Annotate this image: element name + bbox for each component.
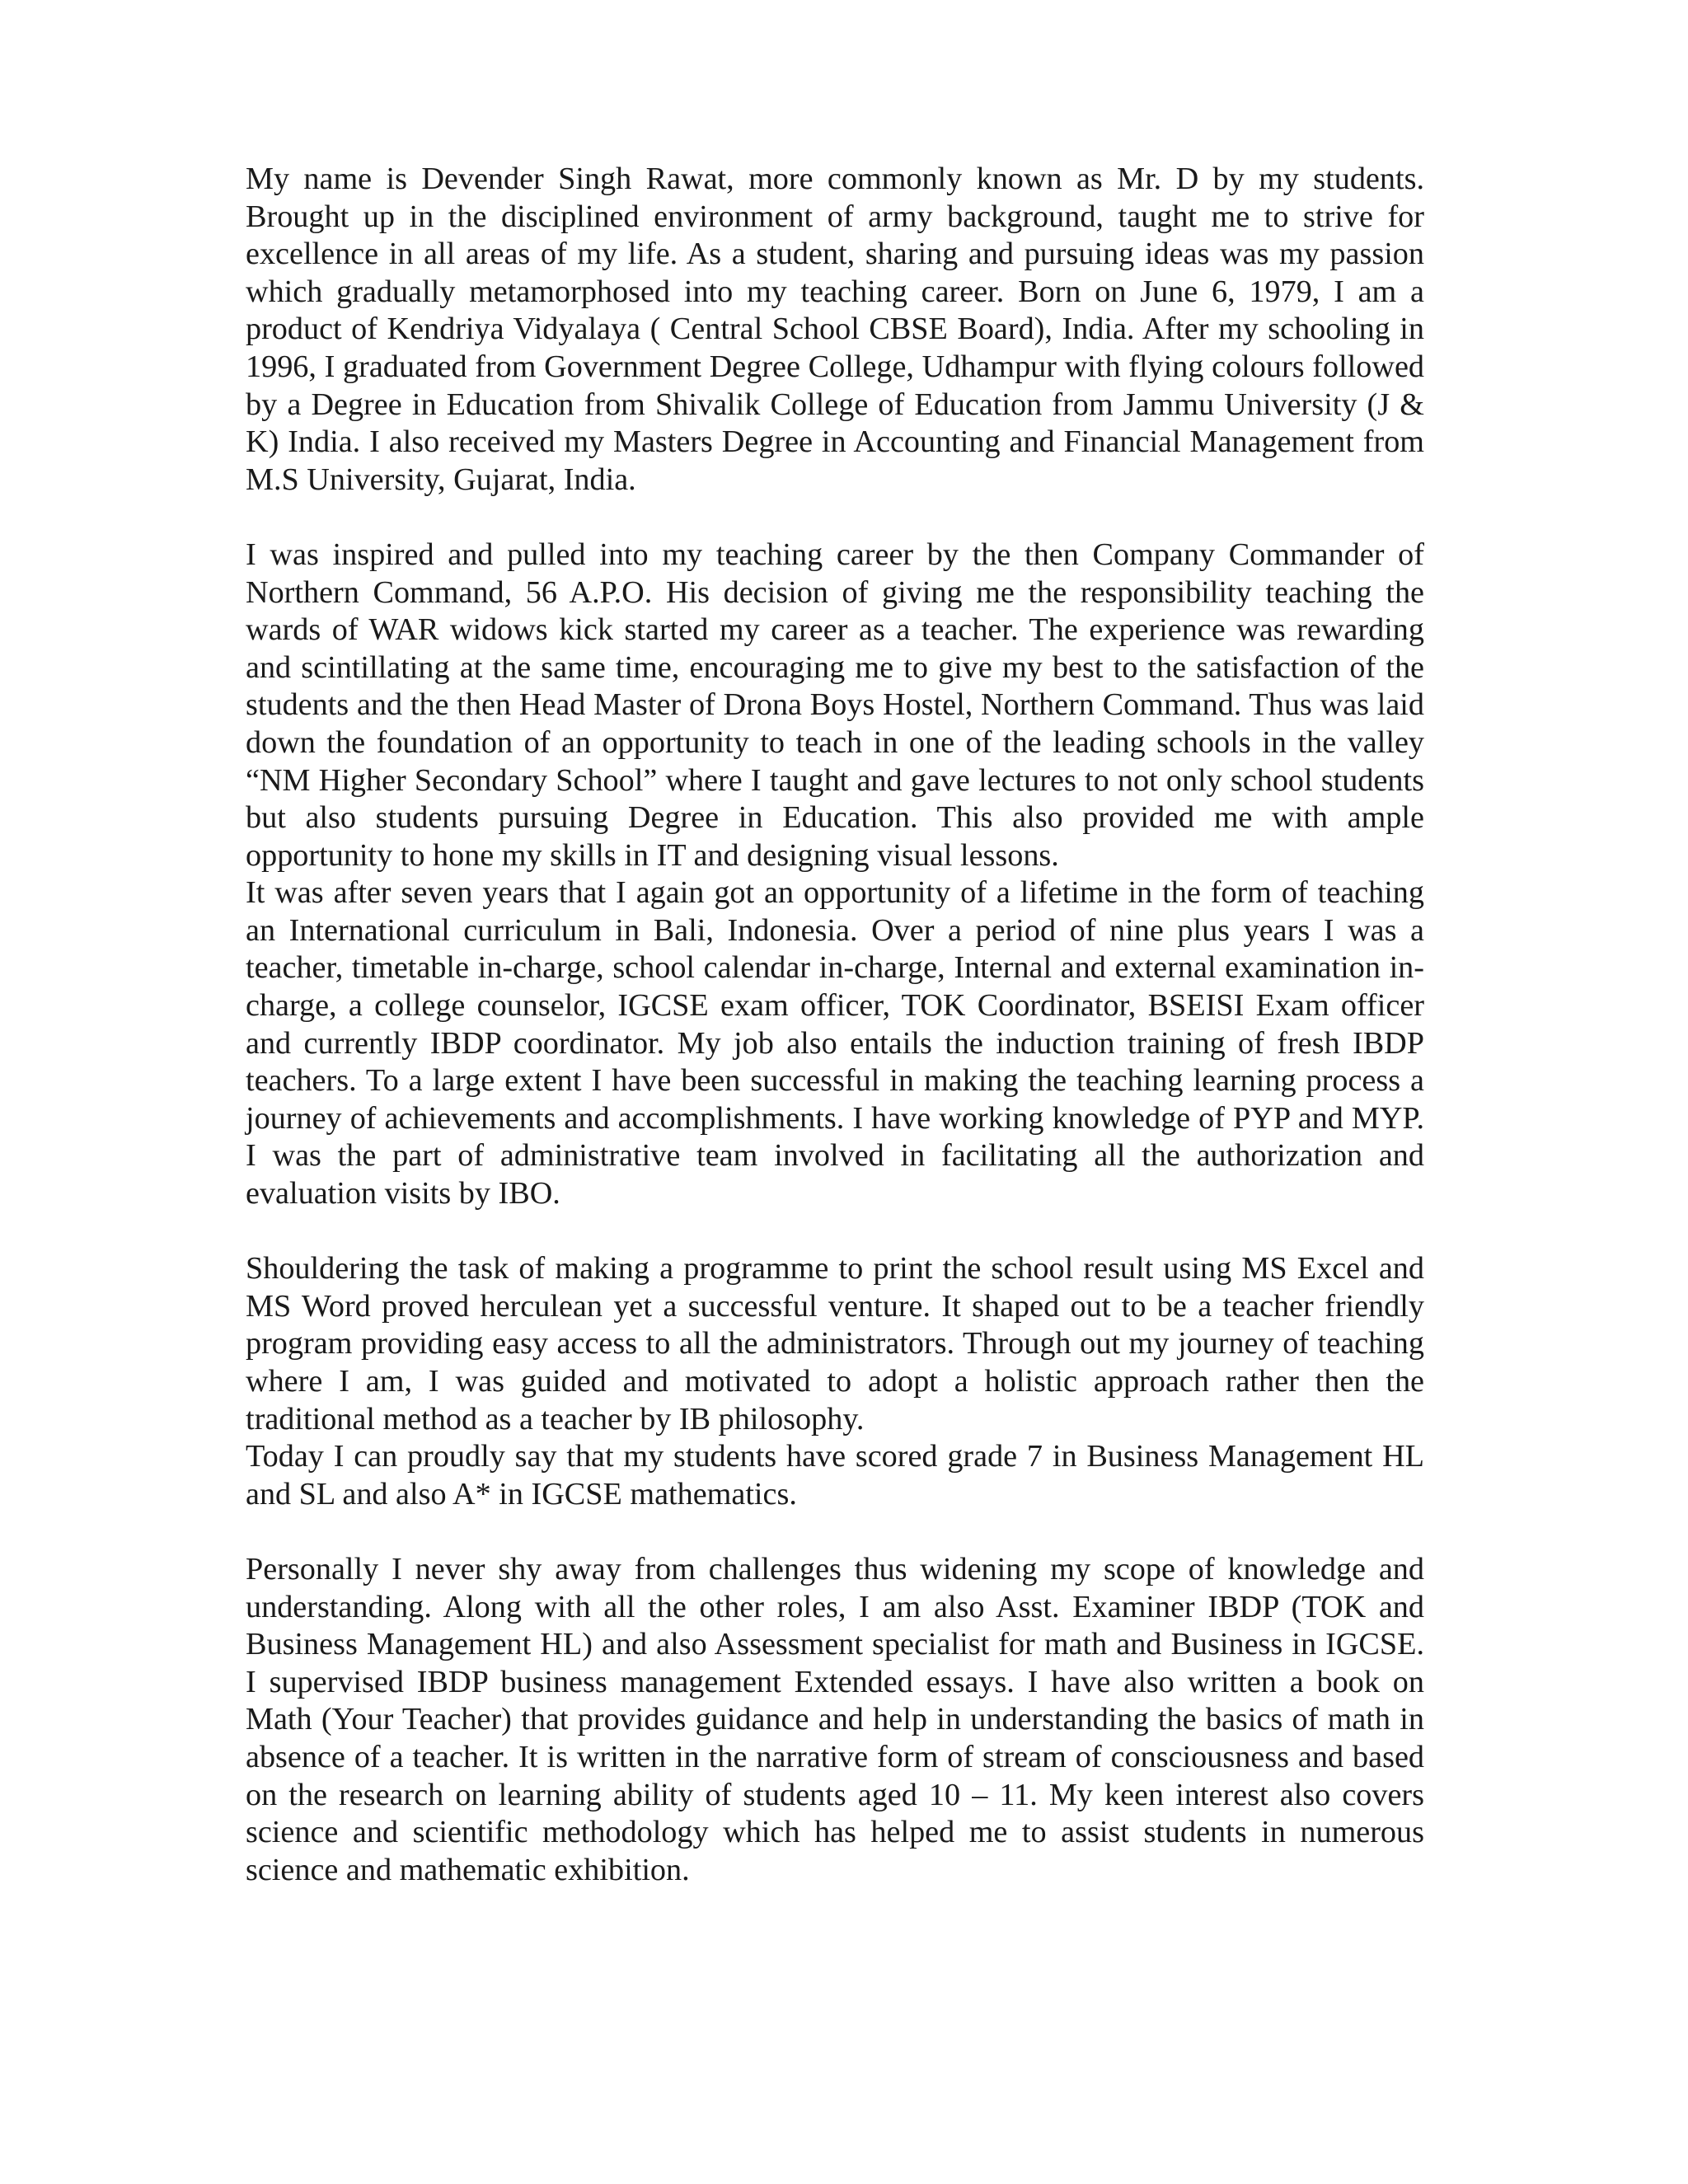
paragraph-student-achievements: Today I can proudly say that my students have scored grade 7 in Business Management HL and SL and also A* in IGCSE mathematics.	[246, 1439, 1424, 1511]
paragraph-introduction: My name is Devender Singh Rawat, more commonly known as Mr. D by my students. Brought up in the disciplined environment of army background, taught me to strive for excellence in all areas of my life. As a student, sharing and pursuing ideas was my passion which gradually metamorphosed into my teaching career. Born on June 6, 1979, I am a product of Kendriya Vidyalaya ( Central School CBSE Board), India. After my schooling in 1996, I graduated from Government Degree College, Udhampur with flying colours followed by a Degree in Education from Shivalik College of Education from Jammu University (J & K) India. I also received my Masters Degree in Accounting and Financial Management from M.S University, Gujarat, India.	[246, 162, 1424, 497]
paragraph-personal-roles: Personally I never shy away from challenges thus widening my scope of knowledge and understanding. Along with all the other roles, I am also Asst. Examiner IBDP (TOK and Business Management HL) and also Assessment specialist for math and Business in IGCSE. I supervised IBDP business management Extended essays. I have also written a book on Math (Your Teacher) that provides guidance and help in understanding the basics of math in absence of a teacher. It is written in the narrative form of stream of consciousness and based on the research on learning ability of students aged 10 – 11. My keen interest also covers science and scientific methodology which has helped me to assist students in numerous science and mathematic exhibition.	[246, 1551, 1424, 1887]
paragraph-international-career: It was after seven years that I again got an opportunity of a lifetime in the form of teaching an International curriculum in Bali, Indonesia. Over a period of nine plus years I was a teacher, timetable in-charge, school calendar in-charge, Internal and external examination in-charge, a college counselor, IGCSE exam officer, TOK Coordinator, BSEISI Exam officer and currently IBDP coordinator. My job also entails the induction training of fresh IBDP teachers. To a large extent I have been successful in making the teaching learning process a journey of achievements and accomplishments. I have working knowledge of PYP and MYP. I was the part of administrative team involved in facilitating all the authorization and evaluation visits by IBO.	[246, 875, 1424, 1212]
paragraph-spacer	[246, 1513, 1424, 1551]
paragraph-spacer	[246, 1213, 1424, 1251]
document-body	[246, 161, 1424, 1889]
paragraph-teaching-inspiration: I was inspired and pulled into my teaching career by the then Company Commander of Northern Command, 56 A.P.O. His decision of giving me the responsibility teaching the wards of WAR widows kick started my career as a teacher. The experience was rewarding and scintillating at the same time, encouraging me to give my best to the satisfaction of the students and the then Head Master of Drona Boys Hostel, Northern Command. Thus was laid down the foundation of an opportunity to teach in one of the leading schools in the valley “NM Higher Secondary School” where I taught and gave lectures to not only school students but also students pursuing Degree in Education. This also provided me with ample opportunity to hone my skills in IT and designing visual lessons.	[246, 537, 1424, 873]
paragraph-spacer	[246, 499, 1424, 537]
paragraph-result-programme: Shouldering the task of making a programme to print the school result using MS Excel and MS Word proved herculean yet a successful venture. It shaped out to be a teacher friendly program providing easy access to all the administrators. Through out my journey of teaching where I am, I was guided and motivated to adopt a holistic approach rather then the traditional method as a teacher by IB philosophy.	[246, 1251, 1424, 1436]
